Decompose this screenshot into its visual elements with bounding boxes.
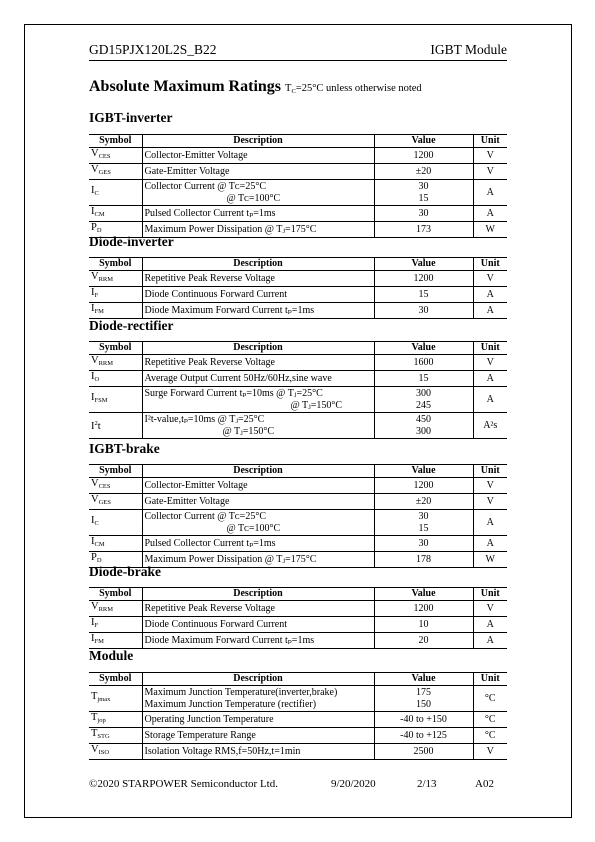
title-condition: TC=25°C unless otherwise noted	[285, 83, 422, 95]
description-cell	[142, 271, 374, 287]
table-header-row	[89, 258, 507, 271]
table-row	[89, 387, 507, 413]
table-header-row	[89, 588, 507, 601]
symbol-base: T	[91, 712, 98, 723]
symbol-cell	[89, 303, 142, 319]
description-line: @ Tᴄ=100°C	[226, 192, 281, 204]
unit-cell: A	[473, 303, 507, 319]
unit-cell: V	[473, 271, 507, 287]
section-title: IGBT-brake	[89, 441, 160, 456]
description-line: Collector Current @ Tᴄ=25°C	[144, 180, 266, 192]
table-row	[89, 371, 507, 387]
table-row	[89, 601, 507, 617]
symbol-subscript: CM	[94, 541, 105, 548]
description-line: Repetitive Peak Reverse Voltage	[144, 272, 275, 284]
unit-cell: V	[473, 494, 507, 510]
symbol-base: I	[91, 392, 95, 403]
col-header-description: Description	[142, 588, 374, 601]
col-header-unit: Unit	[473, 673, 507, 686]
ratings-table	[89, 464, 507, 568]
symbol-base: I	[91, 206, 95, 217]
symbol-subscript: jmax	[97, 696, 111, 703]
symbol-subscript: D	[96, 227, 102, 234]
value-line: 10	[418, 618, 429, 630]
symbol-superscript: 2	[94, 420, 98, 427]
description-cell	[142, 413, 374, 439]
unit-cell: A	[473, 371, 507, 387]
description-line: Diode Maximum Forward Current tₚ=1ms	[144, 634, 315, 646]
symbol-cell	[89, 387, 142, 413]
symbol-base: I	[91, 185, 95, 196]
unit-cell: W	[473, 552, 507, 568]
symbol-base: V	[91, 601, 99, 612]
value-line: -40 to +150	[400, 713, 447, 725]
table-row	[89, 494, 507, 510]
description-cell	[142, 148, 374, 164]
col-header-description: Description	[142, 258, 374, 271]
unit-cell: V	[473, 164, 507, 180]
symbol-base: V	[91, 148, 99, 159]
part-number: GD15PJX120L2S_B22	[89, 42, 217, 57]
symbol-base: I	[91, 617, 95, 628]
value-cell	[374, 686, 473, 712]
col-header-unit: Unit	[473, 465, 507, 478]
col-header-symbol: Symbol	[89, 588, 142, 601]
value-line: ±20	[415, 495, 432, 507]
symbol-cell	[89, 536, 142, 552]
symbol-cell	[89, 164, 142, 180]
col-header-description: Description	[142, 135, 374, 148]
value-cell	[374, 222, 473, 238]
description-cell	[142, 222, 374, 238]
symbol-base: I	[91, 303, 95, 314]
value-cell	[374, 617, 473, 633]
col-header-value: Value	[374, 588, 473, 601]
symbol-cell	[89, 371, 142, 387]
value-cell	[374, 180, 473, 206]
symbol-subscript: jop	[97, 717, 106, 724]
description-line: Gate-Emitter Voltage	[144, 165, 230, 177]
symbol-base: T	[91, 691, 98, 702]
description-line: Operating Junction Temperature	[144, 713, 274, 725]
description-line: Storage Temperature Range	[144, 729, 256, 741]
value-line: 178	[416, 553, 431, 565]
table-row	[89, 712, 507, 728]
symbol-cell	[89, 148, 142, 164]
col-header-value: Value	[374, 673, 473, 686]
symbol-subscript: O	[94, 376, 100, 383]
unit-cell: °C	[473, 712, 507, 728]
description-cell	[142, 633, 374, 649]
value-line: 30	[418, 207, 429, 219]
table-row	[89, 164, 507, 180]
description-line: Diode Maximum Forward Current tₚ=1ms	[144, 304, 315, 316]
symbol-base: V	[91, 478, 99, 489]
table-row	[89, 303, 507, 319]
col-header-value: Value	[374, 258, 473, 271]
symbol-cell	[89, 686, 142, 712]
symbol-base: V	[91, 355, 99, 366]
symbol-subscript: CES	[98, 153, 111, 160]
table-row	[89, 536, 507, 552]
col-header-value: Value	[374, 465, 473, 478]
value-cell	[374, 371, 473, 387]
col-header-value: Value	[374, 135, 473, 148]
value-cell	[374, 510, 473, 536]
description-line: Pulsed Collector Current tₚ=1ms	[144, 537, 276, 549]
col-header-value: Value	[374, 342, 473, 355]
value-line: 30	[418, 304, 429, 316]
unit-cell: °C	[473, 686, 507, 712]
description-line: @ Tⱼ=150°C	[290, 399, 343, 411]
value-line: 300	[416, 425, 431, 437]
ratings-table	[89, 257, 507, 319]
page-title-text: Absolute Maximum Ratings	[89, 78, 282, 95]
value-line: 173	[416, 223, 431, 235]
description-line: @ Tᴄ=100°C	[226, 522, 281, 534]
description-line: I²t-value,tₚ=10ms @ Tⱼ=25°C	[144, 413, 265, 425]
symbol-base: V	[91, 494, 99, 505]
col-header-unit: Unit	[473, 342, 507, 355]
description-cell	[142, 536, 374, 552]
unit-cell: V	[473, 601, 507, 617]
table-header-row	[89, 465, 507, 478]
col-header-symbol: Symbol	[89, 135, 142, 148]
col-header-symbol: Symbol	[89, 465, 142, 478]
symbol-cell	[89, 494, 142, 510]
unit-cell: V	[473, 355, 507, 371]
description-cell	[142, 601, 374, 617]
description-line: Maximum Junction Temperature (rectifier)	[144, 698, 317, 710]
unit-cell: A	[473, 633, 507, 649]
value-cell	[374, 494, 473, 510]
value-line: 15	[418, 192, 429, 204]
description-cell	[142, 164, 374, 180]
table-row	[89, 686, 507, 712]
table-row	[89, 510, 507, 536]
symbol-base: I	[91, 633, 95, 644]
value-cell	[374, 303, 473, 319]
section-title: IGBT-inverter	[89, 110, 173, 125]
document-header	[89, 42, 507, 61]
symbol-subscript: FM	[94, 308, 104, 315]
value-cell	[374, 744, 473, 760]
description-cell	[142, 355, 374, 371]
value-cell	[374, 271, 473, 287]
description-cell	[142, 686, 374, 712]
description-line: Gate-Emitter Voltage	[144, 495, 230, 507]
value-cell	[374, 355, 473, 371]
col-header-unit: Unit	[473, 588, 507, 601]
symbol-subscript: STG	[97, 733, 110, 740]
footer-date: 9/20/2020	[331, 778, 376, 790]
symbol-cell	[89, 510, 142, 536]
unit-cell: A²s	[473, 413, 507, 439]
value-line: 450	[416, 413, 431, 425]
symbol-cell	[89, 355, 142, 371]
description-line: Pulsed Collector Current tₚ=1ms	[144, 207, 276, 219]
value-cell	[374, 287, 473, 303]
value-cell	[374, 413, 473, 439]
footer-page-number: 2/13	[417, 778, 437, 790]
symbol-base: V	[91, 271, 99, 282]
symbol-cell	[89, 271, 142, 287]
table-row	[89, 728, 507, 744]
description-cell	[142, 303, 374, 319]
symbol-base: I	[91, 515, 95, 526]
value-line: 30	[418, 510, 429, 522]
table-row	[89, 478, 507, 494]
col-header-symbol: Symbol	[89, 258, 142, 271]
symbol-subscript: FM	[94, 638, 104, 645]
value-line: 2500	[413, 745, 434, 757]
symbol-base: I	[91, 421, 95, 432]
value-cell	[374, 536, 473, 552]
col-header-description: Description	[142, 673, 374, 686]
symbol-subscript: D	[96, 557, 102, 564]
table-row	[89, 355, 507, 371]
symbol-subscript: C	[94, 520, 99, 527]
table-row	[89, 206, 507, 222]
description-line: Collector-Emitter Voltage	[144, 149, 248, 161]
symbol-subscript: C	[94, 190, 99, 197]
description-line: Maximum Junction Temperature(inverter,brake)	[144, 686, 338, 698]
description-line: Repetitive Peak Reverse Voltage	[144, 602, 275, 614]
value-line: 245	[416, 399, 431, 411]
value-line: 30	[418, 180, 429, 192]
unit-cell: A	[473, 387, 507, 413]
description-cell	[142, 387, 374, 413]
description-line: Diode Continuous Forward Current	[144, 288, 287, 300]
value-line: 30	[418, 537, 429, 549]
value-cell	[374, 633, 473, 649]
description-cell	[142, 712, 374, 728]
unit-cell: A	[473, 180, 507, 206]
description-line: Isolation Voltage RMS,f=50Hz,t=1min	[144, 745, 301, 757]
unit-cell: A	[473, 287, 507, 303]
col-header-unit: Unit	[473, 135, 507, 148]
symbol-subscript: CM	[94, 211, 105, 218]
table-header-row	[89, 342, 507, 355]
value-line: 1200	[413, 479, 434, 491]
symbol-base: V	[91, 744, 99, 755]
unit-cell: A	[473, 617, 507, 633]
table-row	[89, 617, 507, 633]
section-title: Diode-inverter	[89, 234, 174, 249]
unit-cell: V	[473, 744, 507, 760]
symbol-subscript: RRM	[98, 606, 114, 613]
value-cell	[374, 552, 473, 568]
value-cell	[374, 387, 473, 413]
description-line: Surge Forward Current tₚ=10ms @ Tⱼ=25°C	[144, 387, 323, 399]
symbol-cell	[89, 413, 142, 439]
symbol-cell	[89, 728, 142, 744]
symbol-cell	[89, 633, 142, 649]
section-title: Diode-rectifier	[89, 318, 174, 333]
description-line: @ Tⱼ=150°C	[222, 425, 275, 437]
value-line: 1200	[413, 602, 434, 614]
description-line: Collector Current @ Tᴄ=25°C	[144, 510, 266, 522]
description-line: Diode Continuous Forward Current	[144, 618, 287, 630]
value-cell	[374, 206, 473, 222]
section-title: Diode-brake	[89, 564, 161, 579]
description-line: Collector-Emitter Voltage	[144, 479, 248, 491]
symbol-base: I	[91, 287, 95, 298]
description-cell	[142, 206, 374, 222]
description-cell	[142, 552, 374, 568]
footer-copyright: ©2020 STARPOWER Semiconductor Ltd.	[89, 778, 278, 790]
description-cell	[142, 287, 374, 303]
unit-cell: V	[473, 148, 507, 164]
col-header-unit: Unit	[473, 258, 507, 271]
symbol-subscript: FSM	[94, 397, 108, 404]
table-row	[89, 271, 507, 287]
col-header-symbol: Symbol	[89, 342, 142, 355]
description-cell	[142, 180, 374, 206]
table-header-row	[89, 135, 507, 148]
col-header-symbol: Symbol	[89, 673, 142, 686]
symbol-subscript: GES	[98, 169, 111, 176]
description-cell	[142, 478, 374, 494]
description-line: Repetitive Peak Reverse Voltage	[144, 356, 275, 368]
value-line: 150	[416, 698, 431, 710]
symbol-base: I	[91, 371, 95, 382]
table-row	[89, 413, 507, 439]
value-cell	[374, 164, 473, 180]
symbol-cell	[89, 287, 142, 303]
description-line: Maximum Power Dissipation @ Tⱼ=175°C	[144, 553, 317, 565]
ratings-table	[89, 672, 507, 760]
value-cell	[374, 148, 473, 164]
footer-revision: A02	[475, 778, 494, 790]
symbol-subscript: GES	[98, 499, 111, 506]
symbol-subscript: RRM	[98, 360, 114, 367]
ratings-table	[89, 587, 507, 649]
value-cell	[374, 712, 473, 728]
description-line: Average Output Current 50Hz/60Hz,sine wave	[144, 372, 332, 384]
symbol-cell	[89, 744, 142, 760]
value-cell	[374, 728, 473, 744]
description-cell	[142, 494, 374, 510]
table-header-row	[89, 673, 507, 686]
table-row	[89, 180, 507, 206]
symbol-base: P	[91, 552, 97, 563]
value-line: 20	[418, 634, 429, 646]
symbol-subscript: RRM	[98, 276, 114, 283]
value-line: 1200	[413, 272, 434, 284]
value-line: 1600	[413, 356, 434, 368]
ratings-table	[89, 341, 507, 439]
value-line: ±20	[415, 165, 432, 177]
symbol-cell	[89, 180, 142, 206]
col-header-description: Description	[142, 465, 374, 478]
section-title: Module	[89, 648, 134, 663]
unit-cell: W	[473, 222, 507, 238]
symbol-subscript: CES	[98, 483, 111, 490]
symbol-cell	[89, 712, 142, 728]
value-line: 175	[416, 686, 431, 698]
symbol-subscript: ISO	[98, 749, 110, 756]
table-row	[89, 287, 507, 303]
value-line: 15	[418, 372, 429, 384]
symbol-cell	[89, 478, 142, 494]
symbol-cell	[89, 206, 142, 222]
ratings-table	[89, 134, 507, 238]
symbol-base: T	[91, 728, 98, 739]
value-line: 15	[418, 522, 429, 534]
symbol-tail: t	[97, 421, 101, 432]
description-cell	[142, 510, 374, 536]
value-line: 15	[418, 288, 429, 300]
value-line: 300	[416, 387, 431, 399]
symbol-base: I	[91, 536, 95, 547]
symbol-base: V	[91, 164, 99, 175]
description-cell	[142, 617, 374, 633]
symbol-cell	[89, 601, 142, 617]
description-cell	[142, 371, 374, 387]
symbol-subscript: F	[94, 292, 99, 299]
table-row	[89, 744, 507, 760]
unit-cell: V	[473, 478, 507, 494]
unit-cell: A	[473, 510, 507, 536]
unit-cell: A	[473, 536, 507, 552]
symbol-subscript: F	[94, 622, 99, 629]
unit-cell: °C	[473, 728, 507, 744]
col-header-description: Description	[142, 342, 374, 355]
value-line: 1200	[413, 149, 434, 161]
product-type: IGBT Module	[430, 42, 507, 57]
description-line: Maximum Power Dissipation @ Tⱼ=175°C	[144, 223, 317, 235]
page-title	[89, 78, 422, 96]
value-line: -40 to +125	[400, 729, 447, 741]
table-row	[89, 633, 507, 649]
unit-cell: A	[473, 206, 507, 222]
symbol-base: P	[91, 222, 97, 233]
value-cell	[374, 601, 473, 617]
description-cell	[142, 744, 374, 760]
symbol-cell	[89, 617, 142, 633]
description-cell	[142, 728, 374, 744]
value-cell	[374, 478, 473, 494]
table-row	[89, 148, 507, 164]
